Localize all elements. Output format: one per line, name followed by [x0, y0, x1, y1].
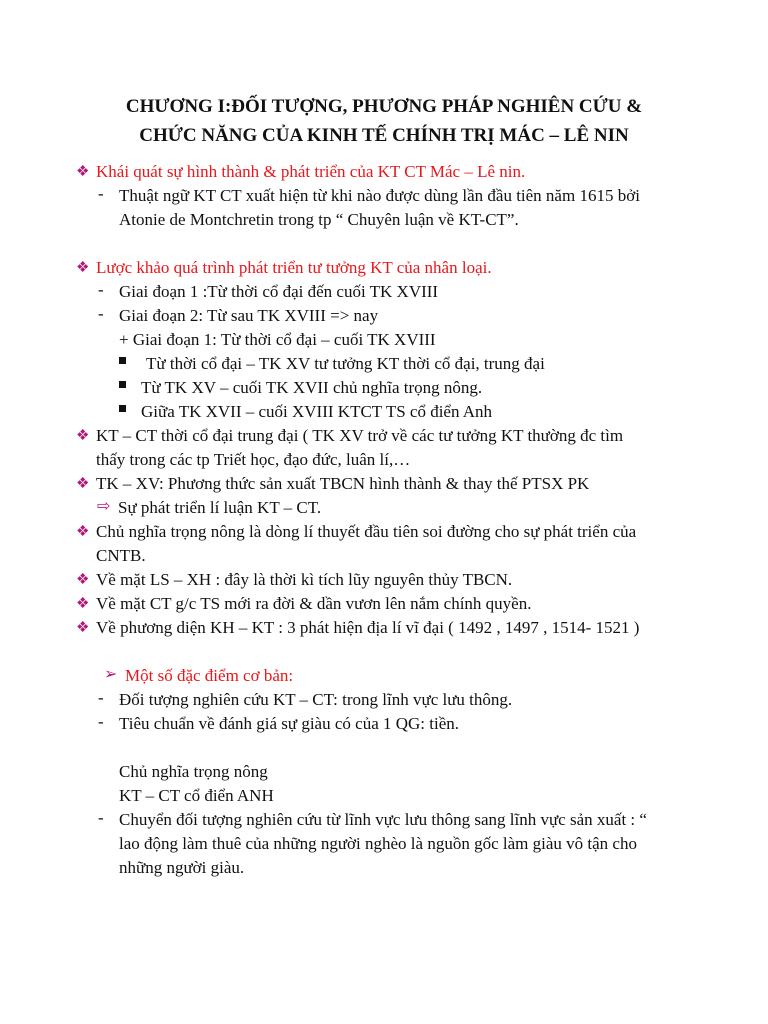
list-item: Sự phát triển lí luận KT – CT.	[118, 498, 322, 517]
paragraph-line: những người giàu.	[119, 858, 245, 877]
list-item: + Giai đoạn 1: Từ thời cổ đại – cuối TK XVIII	[119, 330, 436, 349]
dash-bullet: -	[98, 280, 104, 299]
section-heading-2: Lược khảo quá trình phát triển tư tưởng KT của nhân loại.	[96, 258, 492, 277]
list-item: TK – XV: Phương thức sản xuất TBCN hình thành & thay thế PTSX PK	[96, 474, 590, 493]
dash-bullet: -	[98, 808, 104, 827]
list-item: Giai đoạn 2: Từ sau TK XVIII => nay	[119, 306, 379, 325]
document-title-line-2: CHỨC NĂNG CỦA KINH TẾ CHÍNH TRỊ MÁC – LÊ NIN	[139, 125, 629, 146]
list-item: Về phương diện KH – KT : 3 phát hiện địa lí vĩ đại ( 1492 , 1497 , 1514- 1521 )	[96, 618, 640, 637]
list-item: Từ TK XV – cuối TK XVII chủ nghĩa trọng nông.	[141, 378, 483, 397]
diamond-bullet-icon: ❖	[76, 260, 90, 276]
diamond-bullet-icon: ❖	[76, 524, 90, 540]
diamond-bullet-icon: ❖	[76, 620, 90, 636]
diamond-bullet-icon: ❖	[76, 476, 90, 492]
paragraph-line: KT – CT cổ điển ANH	[119, 786, 274, 805]
paragraph-line: Chủ nghĩa trọng nông	[119, 762, 268, 781]
list-item: thấy trong các tp Triết học, đạo đức, luân lí,…	[96, 450, 411, 469]
list-item: Về mặt LS – XH : đây là thời kì tích lũy nguyên thủy TBCN.	[96, 570, 513, 589]
dash-bullet: -	[98, 712, 104, 731]
arrowhead-bullet-icon: ➢	[104, 666, 118, 683]
square-bullet-icon	[119, 405, 126, 412]
section-heading-1: Khái quát sự hình thành & phát triển của KT CT Mác – Lê nin.	[96, 162, 526, 181]
list-item: Giai đoạn 1 :Từ thời cổ đại đến cuối TK XVIII	[119, 282, 439, 301]
paragraph-line: Atonie de Montchretin trong tp “ Chuyên luận về KT-CT”.	[119, 210, 519, 229]
list-item: Chủ nghĩa trọng nông là dòng lí thuyết đầu tiên soi đường cho sự phát triển của	[96, 522, 637, 541]
arrow-right-icon: ⇨	[97, 498, 111, 515]
diamond-bullet-icon: ❖	[76, 164, 90, 180]
list-item: Giữa TK XVII – cuối XVIII KTCT TS cổ điển Anh	[141, 402, 493, 421]
section-heading-3: Một số đặc điểm cơ bản:	[125, 666, 294, 685]
paragraph-line: lao động làm thuê của những người nghèo là nguồn gốc làm giàu vô tận cho	[119, 834, 637, 853]
square-bullet-icon	[119, 381, 126, 388]
list-item: Đối tượng nghiên cứu KT – CT: trong lĩnh vực lưu thông.	[119, 690, 513, 709]
paragraph-line: Chuyển đối tượng nghiên cứu từ lĩnh vực lưu thông sang lĩnh vực sản xuất : “	[119, 810, 647, 829]
diamond-bullet-icon: ❖	[76, 572, 90, 588]
square-bullet-icon	[119, 357, 126, 364]
diamond-bullet-icon: ❖	[76, 428, 90, 444]
list-item: CNTB.	[96, 546, 146, 565]
list-item: Từ thời cổ đại – TK XV tư tưởng KT thời cổ đại, trung đại	[146, 354, 545, 373]
list-item: Tiêu chuẩn về đánh giá sự giàu có của 1 QG: tiền.	[119, 714, 460, 733]
dash-bullet: -	[98, 184, 104, 203]
paragraph-line: Thuật ngữ KT CT xuất hiện từ khi nào được dùng lần đầu tiên năm 1615 bởi	[119, 186, 640, 205]
list-item: KT – CT thời cổ đại trung đại ( TK XV trở về các tư tưởng KT thường đc tìm	[96, 426, 624, 445]
list-item: Về mặt CT g/c TS mới ra đời & dần vươn lên nắm chính quyền.	[96, 594, 532, 613]
diamond-bullet-icon: ❖	[76, 596, 90, 612]
dash-bullet: -	[98, 304, 104, 323]
document-title-line-1: CHƯƠNG I:ĐỐI TƯỢNG, PHƯƠNG PHÁP NGHIÊN CỨU &	[125, 96, 643, 117]
dash-bullet: -	[98, 688, 104, 707]
